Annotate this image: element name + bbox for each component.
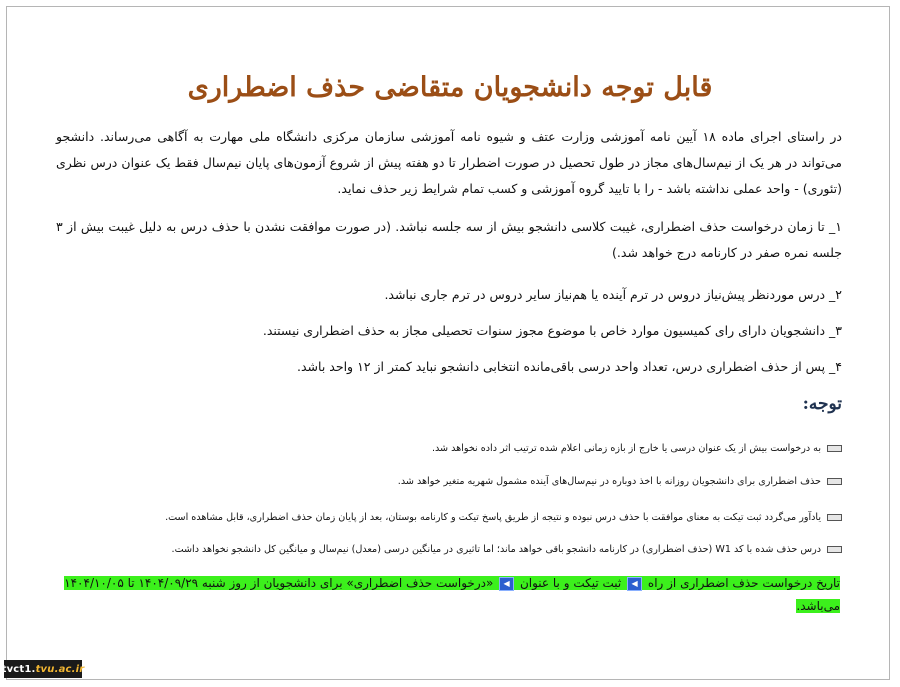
arrow-left-icon: ◀ xyxy=(627,577,642,591)
bullet-icon xyxy=(827,546,842,553)
note-text: یادآور می‌گردد ثبت تیکت به معنای موافقت با حذف درس نبوده و نتیجه از طریق پاسخ تیکت و کارنامه بوستان، بعد از پایان زمان حذف اضطراری، قابل مشاهده است. xyxy=(165,512,821,523)
arrow-left-icon: ◀ xyxy=(499,577,514,591)
note-text: حذف اضطراری برای دانشجویان روزانه با اخذ دوباره در نیم‌سال‌های آینده مشمول شهریه متغیر خواهد شد. xyxy=(397,476,821,487)
logo-domain: tvu.ac.ir xyxy=(35,663,85,675)
deadline-text-3: «درخواست حذف اضطراری» برای دانشجویان از روز شنبه ۱۴۰۴/۰۹/۲۹ تا ۱۴۰۴/۱۰/۰۵ می‌باشد. xyxy=(64,576,840,613)
note-item xyxy=(92,441,842,457)
deadline-text-2: ثبت تیکت و با عنوان xyxy=(519,576,622,590)
deadline-notice xyxy=(58,572,840,618)
site-logo xyxy=(1,660,85,678)
condition-3: ۳_ دانشجویان دارای رای کمیسیون موارد خاص با موضوع مجوز سنوات تحصیلی مجاز به حذف اضطراری نیستند. xyxy=(262,323,842,338)
bullet-icon xyxy=(827,514,842,521)
page-title: قابل توجه دانشجویان متقاضی حذف اضطراری xyxy=(187,72,713,103)
note-item xyxy=(92,474,842,490)
deadline-text-1: تاریخ درخواست حذف اضطراری از راه xyxy=(647,576,840,590)
condition-1: ۱_ تا زمان درخواست حذف اضطراری، غیبت کلاسی دانشجو بیش از سه جلسه نباشد. (در صورت موافقت نشدن با حذف درس به دلیل غیبت بیش از ۳ جلسه نمره صفر در کارنامه درج خواهد شد.) xyxy=(56,219,842,260)
intro-paragraph: در راستای اجرای ماده ۱۸ آیین نامه آموزشی وزارت عتف و شیوه نامه آموزشی سازمان مرکزی دانشگاه ملی مهارت به آگاهی می‌رساند. دانشجو می‌تواند در هر یک از نیم‌سال‌های مجاز در طول تحصیل در صورت اضطرار تا دو هفته پیش از شروع آزمون‌های پایان نیم‌سال فقط یک عنوان درس نظری (تئوری) - واحد عملی نداشته باشد - را با تایید گروه آموزشی و کسب تمام شرایط زیر حذف نماید. xyxy=(56,129,842,196)
note-item xyxy=(92,542,842,558)
note-text: درس حذف شده با کد W1 (حذف اضطراری) در کارنامه دانشجو باقی خواهد ماند؛ اما تاثیری در میانگین درسی (معدل) نیم‌سال و میانگین کل دانشجو نخواهد داشت. xyxy=(171,544,821,555)
note-text: به درخواست بیش از یک عنوان درسی یا خارج از بازه زمانی اعلام شده ترتیب اثر داده نخواهد شد. xyxy=(431,443,821,454)
logo-prefix: tvct1. xyxy=(1,663,36,675)
condition-4: ۴_ پس از حذف اضطراری درس، تعداد واحد درسی باقی‌مانده انتخابی دانشجو نباید کمتر از ۱۲ واحد باشد. xyxy=(297,359,842,374)
note-item xyxy=(92,510,842,526)
condition-2: ۲_ درس موردنظر پیش‌نیاز دروس در ترم آینده یا هم‌نیاز سایر دروس در ترم جاری نباشد. xyxy=(384,287,842,302)
bullet-icon xyxy=(827,478,842,485)
bullet-icon xyxy=(827,445,842,452)
notes-heading: توجه: xyxy=(802,394,842,414)
